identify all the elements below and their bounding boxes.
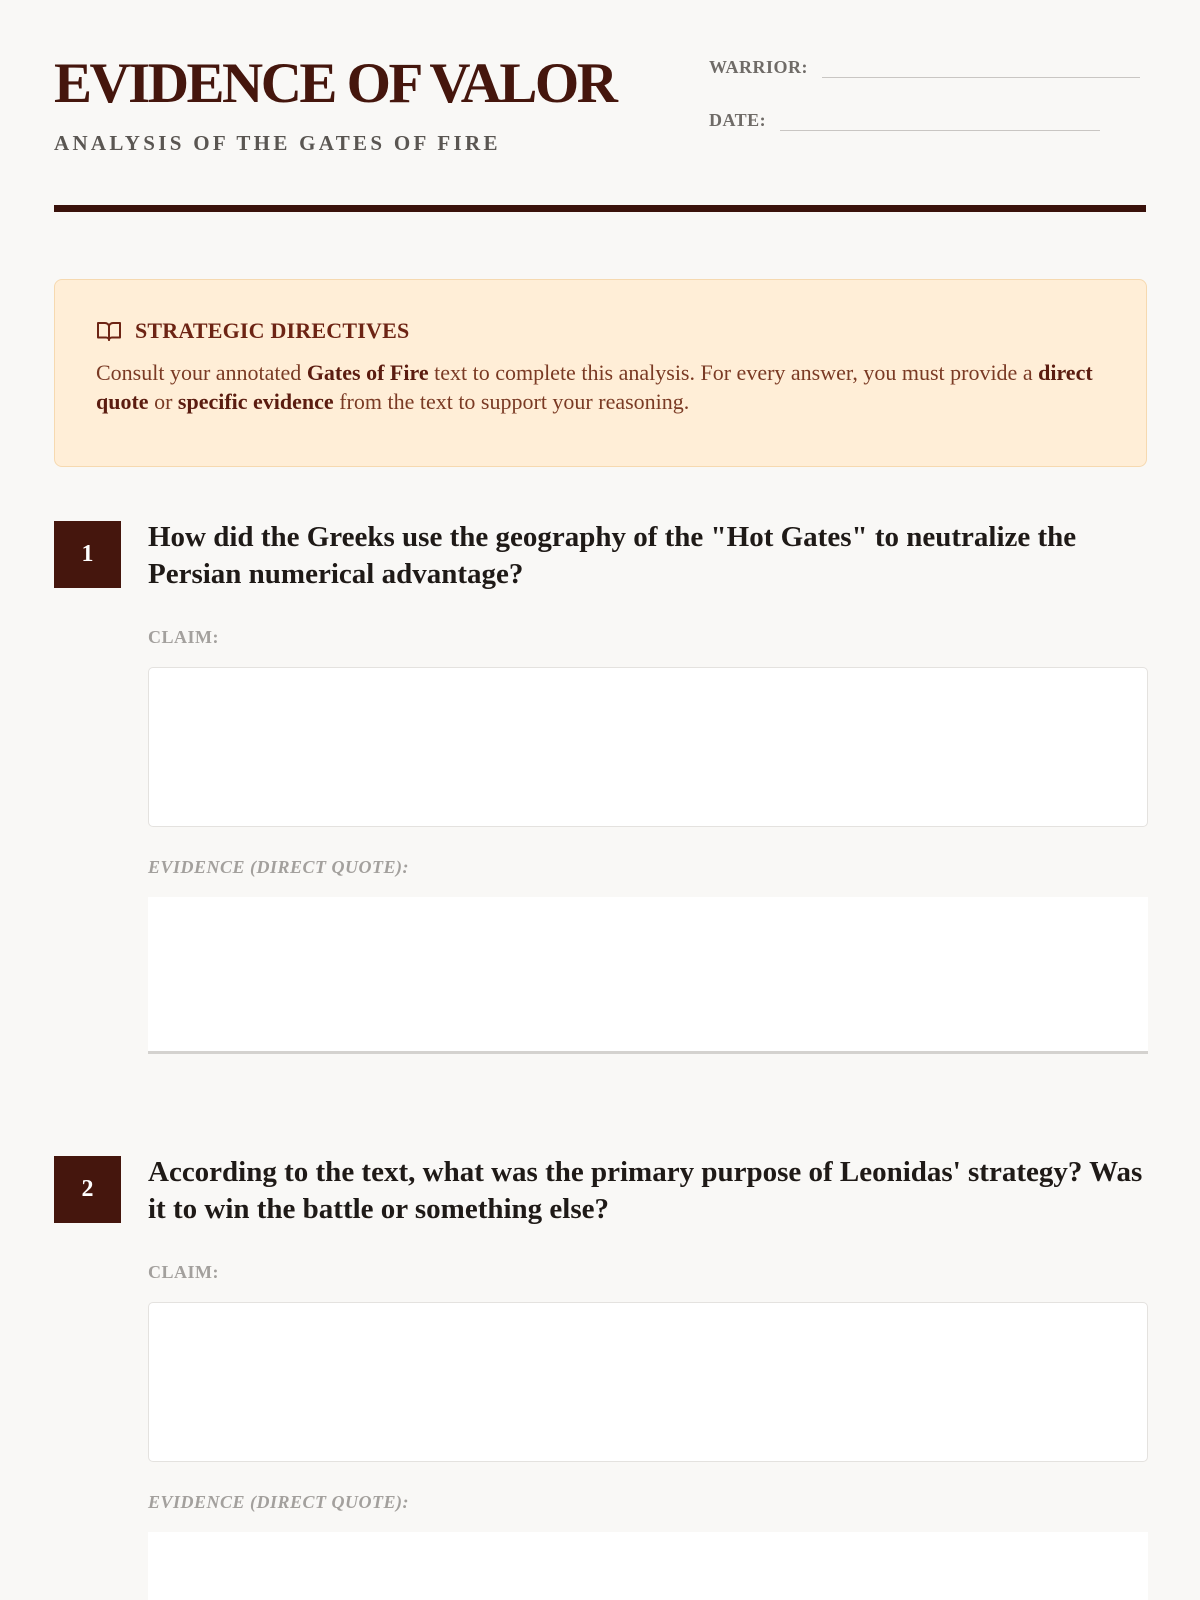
evidence-answer-box[interactable] (148, 897, 1148, 1054)
directives-bold-book: Gates of Fire (306, 360, 429, 385)
claim-answer-box[interactable] (148, 1302, 1148, 1462)
claim-label: CLAIM: (148, 627, 219, 647)
warrior-label: WARRIOR: (709, 57, 809, 77)
question-body (148, 1156, 1148, 1600)
directives-text-2: text to complete this analysis. For every answer, you must provide a (428, 360, 1039, 385)
question-number-badge: 1 (54, 521, 121, 588)
worksheet-header (54, 0, 1146, 214)
page-title: EVIDENCE OF VALOR (54, 52, 616, 115)
question-body (148, 521, 1148, 1054)
warrior-field-row (709, 56, 1140, 78)
directives-body (96, 358, 1106, 416)
evidence-label: EVIDENCE (DIRECT QUOTE): (148, 857, 410, 877)
date-label: DATE: (709, 110, 767, 130)
directives-text-3: or (148, 389, 178, 414)
evidence-label: EVIDENCE (DIRECT QUOTE): (148, 1492, 410, 1512)
question-number-badge: 2 (54, 1156, 121, 1223)
directives-title: STRATEGIC DIRECTIVES (135, 318, 410, 343)
warrior-name-field[interactable] (822, 56, 1140, 78)
evidence-answer-box[interactable] (148, 1532, 1148, 1600)
page-subtitle: ANALYSIS OF THE GATES OF FIRE (54, 131, 501, 155)
question-text: According to the text, what was the primary purpose of Leonidas' strategy? Was it to win the battle or something else? (148, 1156, 1143, 1225)
directives-text-1: Consult your annotated (96, 360, 307, 385)
book-open-icon (96, 320, 122, 342)
directives-heading (96, 318, 1106, 344)
date-field-row (709, 109, 1100, 131)
directives-text-4: from the text to support your reasoning. (333, 389, 690, 414)
question-text: How did the Greeks use the geography of the "Hot Gates" to neutralize the Persian numerical advantage? (148, 521, 1077, 590)
directives-bold-quote: direct quote (96, 360, 1093, 414)
claim-label: CLAIM: (148, 1262, 219, 1282)
claim-answer-box[interactable] (148, 667, 1148, 827)
directives-bold-evidence: specific evidence (177, 389, 334, 414)
strategic-directives-panel (54, 279, 1147, 467)
header-divider (54, 205, 1146, 212)
date-field[interactable] (780, 109, 1100, 131)
